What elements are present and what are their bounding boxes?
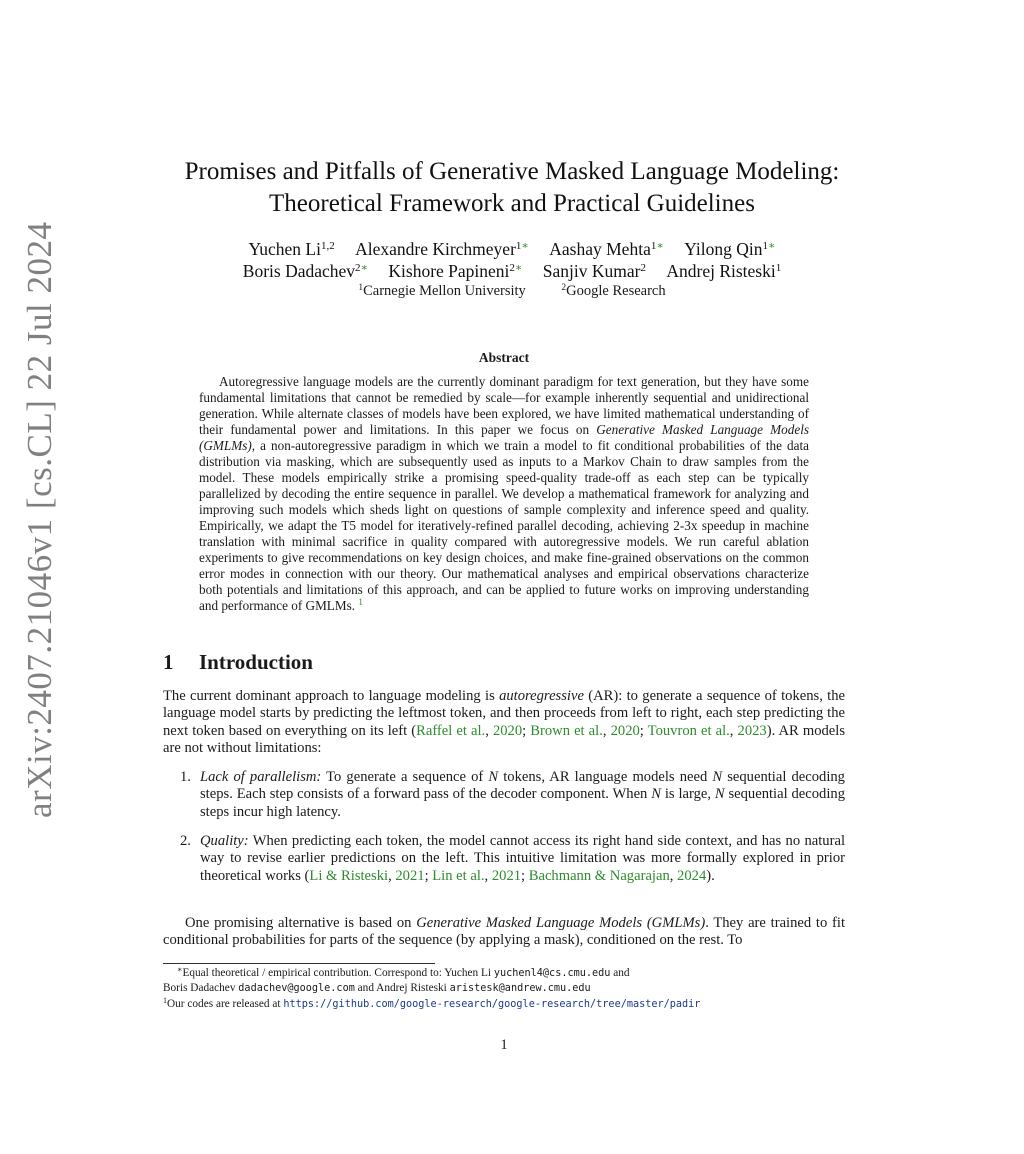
section-title: Introduction — [199, 650, 313, 674]
citation-link[interactable]: Lin et al. — [432, 867, 485, 884]
author: Boris Dadachev$^{2∗}$ — [242, 261, 369, 281]
list-item: 2. Quality: When predicting each token, the model cannot access its right hand side context, and has no natural way to revise earlier predictions on the left. This intuitive limitation was more formally explored in prior theoretical works (Li & Risteski, 2021; Lin et al., 2021; Bachmann & Nagarajan, 2024). — [180, 833, 845, 884]
email-link[interactable]: yuchenl4@cs.cmu.edu — [493, 968, 611, 979]
author-list — [150, 238, 874, 282]
author-affiliation-mark: 2∗ — [355, 262, 369, 274]
author: Aashay Mehta$^{1∗}$ — [549, 239, 664, 259]
citation-link[interactable]: 2020 — [610, 722, 640, 739]
citation-link[interactable]: 2023 — [737, 722, 767, 739]
paper-title — [150, 156, 874, 220]
citation-link[interactable]: Li & Risteski — [309, 867, 389, 884]
email-link[interactable]: dadachev@google.com — [238, 983, 355, 995]
citation-link[interactable]: Bachmann & Nagarajan — [528, 867, 670, 884]
author-affiliation-mark: 1,2 — [320, 240, 335, 252]
arxiv-side-stamp — [18, 221, 62, 818]
citation-link[interactable]: 2020 — [492, 722, 523, 739]
affiliation: $^2$Google Research — [561, 283, 666, 299]
citation-link[interactable]: 2024 — [677, 867, 707, 884]
section-heading-introduction — [163, 650, 313, 675]
footnote-equal-contribution: ∗Equal theoretical / empirical contribution. Correspond to: Yuchen Li yuchenl4@cs.cmu.edu and — [177, 965, 630, 979]
title-line-2: Theoretical Framework and Practical Guidelines — [269, 190, 755, 217]
author-affiliation-mark: 2∗ — [509, 262, 523, 274]
intro-paragraph-2: One promising alternative is based on Generative Masked Language Models (GMLMs). They are trained to fit conditional probabilities for parts of the sequence (by applying a mask), conditioned on the rest. To — [163, 915, 846, 949]
abstract-heading: Abstract — [478, 350, 530, 365]
footnote-contact-line: Boris Dadachev dadachev@google.com and Andrej Risteski aristesk@andrew.cmu.edu — [163, 982, 591, 995]
citation-link[interactable]: Brown et al. — [530, 722, 603, 739]
author: Sanjiv Kumar$^2$ — [542, 261, 646, 281]
page-number: 1 — [500, 1037, 508, 1053]
author: Andrej Risteski$^1$ — [666, 261, 782, 281]
title-line-1: Promises and Pitfalls of Generative Masked Language Modeling: — [184, 158, 840, 185]
author-affiliation-mark: 1 — [775, 262, 782, 274]
author-affiliation-mark: 1∗ — [650, 240, 664, 252]
intro-paragraph-1: The current dominant approach to language modeling is autoregressive (AR): to generate a sequence of tokens, the language model starts by predicting the leftmost token, and then proceeds from left to right, each step predicting the next token based on everything on its left (Raffel et al., 2020; Brown et al., 2020; Touvron et al., 2023). AR models are not without limitations: — [163, 688, 846, 756]
citation-link[interactable]: 2021 — [395, 867, 425, 884]
author: Yilong Qin$^{1∗}$ — [684, 239, 776, 259]
section-number: 1 — [163, 650, 174, 674]
author-affiliation-mark: 2 — [640, 262, 646, 274]
footnote-divider — [163, 963, 435, 964]
abstract-text: Autoregressive language models are the currently dominant paradigm for text generation, but they have some fundamental limitations that cannot be remedied by scale—for example inherently sequential and unidirectional generation. While alternate classes of models have been explored, we have limited mathematical understanding of their fundamental power and limitations. In this paper we focus on Generative Masked Language Models (GMLMs), a non-autoregressive paradigm in which we train a model to fit conditional probabilities of the data distribution via masking, which are subsequently used as inputs to a Markov Chain to draw samples from the model. These models empirically strike a promising speed-quality trade-off as each step can be typically parallelized by decoding the entire sequence in parallel. We develop a mathematical framework for analyzing and improving such models which sheds light on questions of sample complexity and inference speed and quality. Empirically, we adapt the T5 model for iteratively-refined parallel decoding, achieving 2-3x speedup in machine translation with minimal sacrifice in quality compared with autoregressive models. We run careful ablation experiments to give recommendations on key design choices, and make fine-grained observations on the common error modes in connection with our theory. Our mathematical analyses and empirical observations characterize both potentials and limitations of this approach, and can be applied to future works on improving understanding and performance of GMLMs. $^1$ — [199, 374, 809, 613]
footnotes — [163, 966, 845, 1012]
author: Yuchen Li$^{1,2}$ — [248, 239, 335, 259]
code-repository-link[interactable]: https://github.com/google-research/google-research/tree/master/padir — [283, 998, 701, 1010]
affiliation: $^1$Carnegie Mellon University — [358, 283, 526, 299]
limitations-list-item-2 — [163, 833, 845, 885]
author: Kishore Papineni$^{2∗}$ — [388, 261, 523, 281]
list-item: 1. Lack of parallelism: To generate a sequence of N tokens, AR language models need N sequential decoding steps. Each step consists of a forward pass of the decoder component. When N is large, N sequential decoding steps incur high latency. — [180, 769, 846, 820]
author: Alexandre Kirchmeyer$^{1∗}$ — [355, 239, 529, 259]
abstract-footnote-mark[interactable]: 1 — [358, 597, 363, 607]
list-marker: 1. — [180, 769, 191, 785]
author-row-2 — [150, 260, 874, 282]
email-link[interactable]: aristesk@andrew.cmu.edu — [449, 983, 591, 995]
arxiv-identifier: arXiv:2407.21046v1 [cs.CL] 22 Jul 2024 — [20, 221, 59, 818]
citation-link[interactable]: Raffel et al. — [416, 722, 486, 739]
list-marker: 2. — [180, 833, 191, 849]
author-row-1 — [150, 238, 874, 260]
footnote-code-release: $^1$Our codes are released at https://github.com/google-research/google-research/tree/master/padir — [163, 995, 701, 1010]
citation-link[interactable]: 2021 — [491, 867, 522, 884]
affiliations — [150, 282, 874, 300]
author-affiliation-mark: 1∗ — [515, 240, 529, 252]
limitations-list-item-1 — [163, 769, 845, 821]
author-affiliation-mark: 1∗ — [762, 240, 776, 252]
citation-link[interactable]: Touvron et al. — [647, 722, 730, 739]
